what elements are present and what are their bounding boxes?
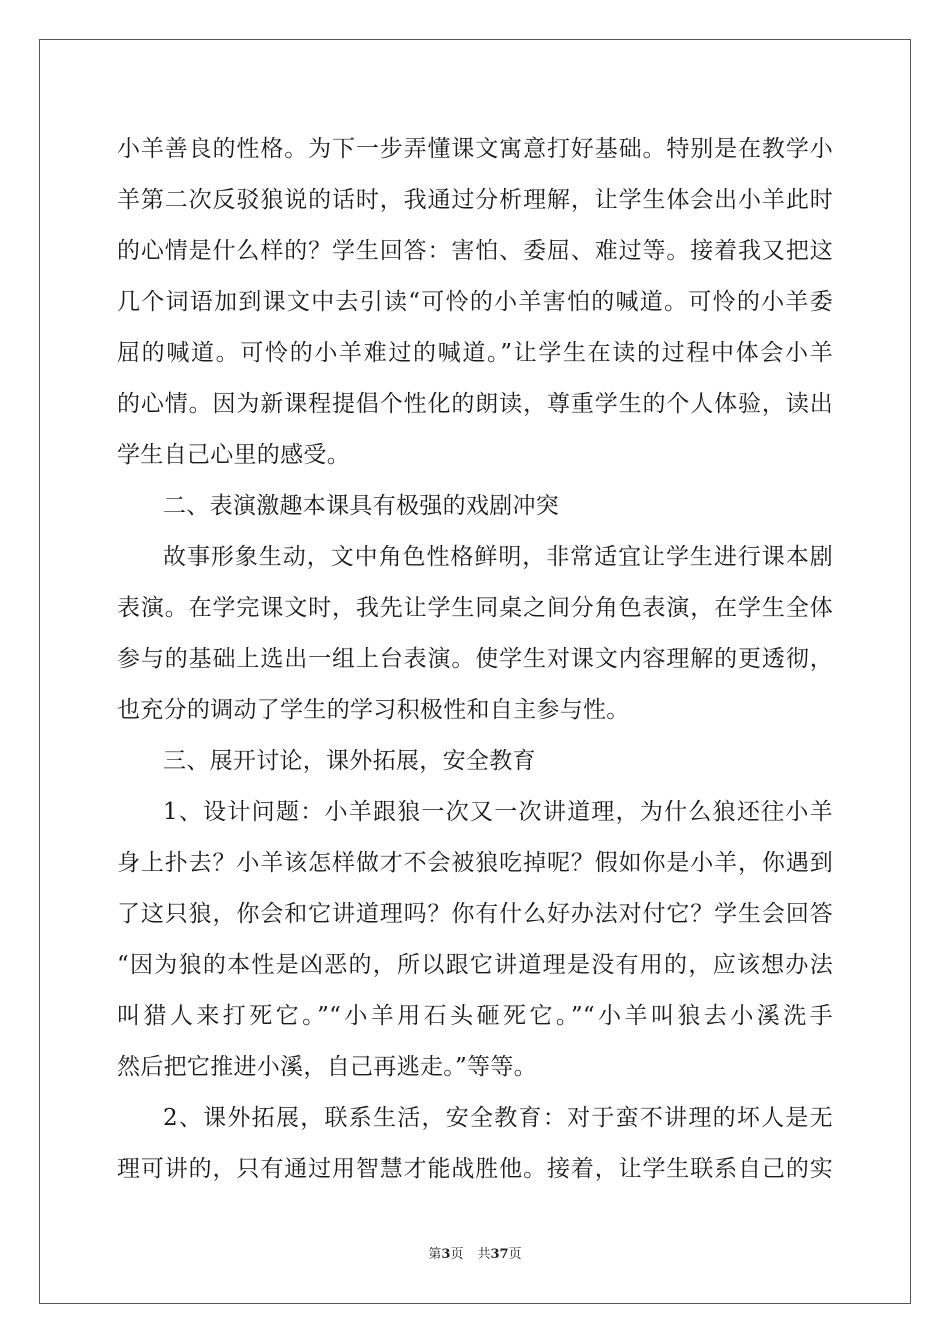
- section-heading-3: 三、展开讨论，课外拓展，安全教育: [163, 748, 536, 774]
- text-line-2: 羊第二次反驳狼说的话时，我通过分析理解，让学生体会出小羊此时: [117, 187, 833, 213]
- total-pages: 37: [490, 1247, 509, 1262]
- text-line-11: 参与的基础上选出一组上台表演。使学生对课文内容理解的更透彻，: [117, 646, 833, 672]
- text-line-17: “因为狼的本性是凶恶的，所以跟它讲道理是没有用的，应该想办法: [117, 952, 833, 978]
- text-line-21: 理可讲的，只有通过用智慧才能战胜他。接着，让学生联系自己的实: [117, 1156, 833, 1182]
- text-line-4: 几个词语加到课文中去引读“可怜的小羊害怕的喊道。可怜的小羊委: [117, 289, 833, 315]
- text-line-18: 叫猎人来打死它。”“小羊用石头砸死它。”“小羊叫狼去小溪洗手: [117, 1003, 833, 1029]
- document-body: [117, 128, 833, 1199]
- text-line-10: 表演。在学完课文时，我先让学生同桌之间分角色表演，在学生全体: [117, 595, 833, 621]
- text-line-9: 故事形象生动，文中角色性格鲜明，非常适宜让学生进行课本剧: [163, 544, 833, 570]
- text-line-7: 学生自己心里的感受。: [117, 442, 350, 468]
- page-suffix: 页: [450, 1247, 464, 1262]
- text-line-12: 也充分的调动了学生的学习积极性和自主参与性。: [117, 697, 630, 723]
- page-number: 3: [441, 1247, 451, 1262]
- text-line-3: 的心情是什么样的？学生回答：害怕、委屈、难过等。接着我又把这: [117, 238, 833, 264]
- total-suffix: 页: [508, 1247, 522, 1262]
- text-line-16: 了这只狼，你会和它讲道理吗？你有什么好办法对付它？学生会回答: [117, 901, 833, 927]
- text-line-19: 然后把它推进小溪，自己再逃走。”等等。: [117, 1054, 537, 1080]
- section-heading-2: 二、表演激趣本课具有极强的戏剧冲突: [163, 493, 560, 519]
- text-line-20: 2、课外拓展，联系生活，安全教育：对于蛮不讲理的坏人是无: [163, 1105, 833, 1131]
- text-line-6: 的心情。因为新课程提倡个性化的朗读，尊重学生的个人体验，读出: [117, 391, 833, 417]
- text-line-15: 身上扑去？小羊该怎样做才不会被狼吃掉呢？假如你是小羊，你遇到: [117, 850, 833, 876]
- page-prefix: 第: [428, 1247, 442, 1262]
- text-line-1: 小羊善良的性格。为下一步弄懂课文寓意打好基础。特别是在教学小: [117, 136, 833, 162]
- text-line-5: 屈的喊道。可怜的小羊难过的喊道。”让学生在读的过程中体会小羊: [117, 340, 833, 366]
- page-footer: [0, 1243, 950, 1262]
- text-line-14: 1、设计问题：小羊跟狼一次又一次讲道理，为什么狼还往小羊: [163, 799, 833, 825]
- total-prefix: 共: [477, 1247, 491, 1262]
